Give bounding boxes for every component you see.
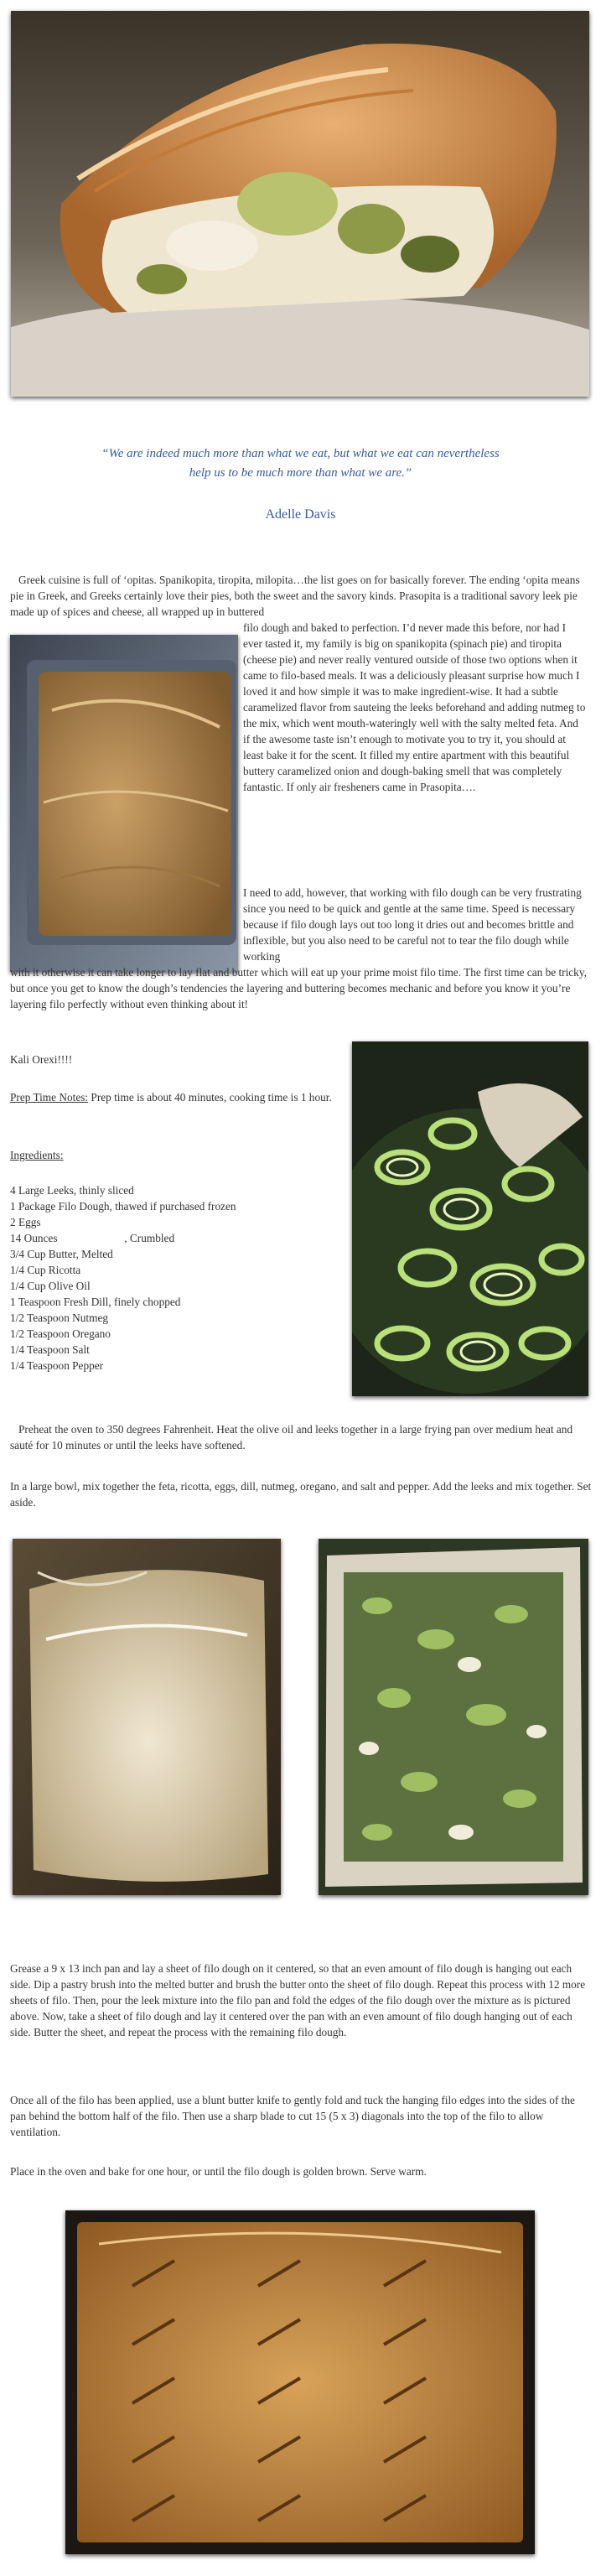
step-3: Grease a 9 x 13 inch pan and lay a sheet of filo dough on it centered, so that an even amount of filo dough is hanging out each side. Dip a pastry brush into the melted butter and brush the butter onto the sheet of filo dough. Repeat this process with 12 more sheets of filo. Then, pour the leek mixture into the filo pan and fold the edges of the filo dough over the mixture as is pictured above. Now, take a sheet of filo dough and lay it centered over the pan with an even amount of filo dough hanging out of each side. Butter the sheet, and repeat the process with the remaining filo dough. (10, 1962, 586, 2038)
filo-side-text: I need to add, however, that working with filo dough can be very frustrating since you need to be quick and gentle at the same time. Speed is necessary because if filo dough lays out too long it dries out and becomes brittle and inflexible, but you also need to be careful not to tear the filo dough while working (243, 886, 582, 963)
ingredients-heading: Ingredients: (10, 1149, 64, 1161)
list-item: 1/4 Teaspoon Salt (10, 1343, 90, 1356)
ingredients-list (10, 1182, 345, 1374)
epigraph-quote: “We are indeed much more than what we eat, but what we eat can nevertheless help us to be much more than what we are.” (101, 447, 500, 480)
filo-lined-pan-photo (13, 1539, 281, 1895)
leek-mixture-in-filo-photo (319, 1539, 588, 1895)
list-item: 1/4 Teaspoon Pepper (10, 1359, 104, 1372)
list-item: 1/2 Teaspoon Nutmeg (10, 1311, 109, 1324)
prep-time-notes (10, 1089, 341, 1105)
sauteed-leeks-photo (352, 1041, 588, 1396)
step-4: Once all of the filo has been applied, use a blunt butter knife to gently fold and tuck the hanging filo edges into the sides of the pan behind the bottom half of the filo. Then use a sharp blade to cut 15 (5 x 3) diagonals into the top of the filo to allow ventilation. (10, 2094, 575, 2138)
prep-time-text: Prep time is about 40 minutes, cooking time is 1 hour. (88, 1091, 332, 1104)
list-item: 4 Large Leeks, thinly sliced (10, 1184, 134, 1197)
intro-side-text: filo dough and baked to perfection. I’d never made this before, nor had I ever tasted it, my family is big on spanikopita (spinach pie) and tiropita (cheese pie) and never really ventured outside of those two options when it came to filo-based meals. It was a deliciously pleasant surprise how much I loved it and how simple it was to make ingredient-wise. It had a subtle caramelized flavor from sauteing the leeks beforehand and adding nutmeg to the mix, which went mouth-wateringly well with the salty melted feta. And if the awesome taste isn’t enough to motivate you to try it, you should at least bake it for the scent. It filled my entire apartment with this beautiful buttery caramelized onion and dough-baking smell that was completely fantastic. If only air fresheners came in Prasopita…. (243, 621, 586, 793)
quote-author: Adelle Davis (265, 507, 336, 522)
step-2: In a large bowl, mix together the feta, ricotta, eggs, dill, nutmeg, oregano, and salt and pepper. Add the leeks and mix together. Set aside. (10, 1480, 592, 1509)
step-5: Place in the oven and bake for one hour, or until the filo dough is golden brown. Serve warm. (10, 2165, 427, 2178)
list-item: 2 Eggs (10, 1216, 41, 1228)
prep-time-label: Prep Time Notes: (10, 1091, 89, 1104)
step-1: Preheat the oven to 350 degrees Fahrenheit. Heat the olive oil and leeks together in a large frying pan over medium heat and sauté for 10 minutes or until the leeks have softened. (10, 1423, 573, 1452)
list-item: 3/4 Cup Butter, Melted (10, 1248, 113, 1260)
kali-orexi: Kali Orexi!!!! (10, 1053, 73, 1066)
baked-pie-in-pan-photo (10, 635, 238, 972)
list-item: 1/4 Cup Ricotta (10, 1264, 81, 1276)
list-item: 1/2 Teaspoon Oregano (10, 1327, 111, 1340)
finished-pie-top-photo (65, 2210, 535, 2554)
filo-full-text: with it otherwise it can take longer to lay flat and butter which will eat up your prime moist filo time. The first time can be tricky, but once you get to know the dough’s tendencies the layering and buttering becomes mechanic and before you know it you’re layering filo perfectly without even thinking about it! (10, 966, 587, 1010)
leek-pie-slice-photo (11, 11, 589, 397)
list-item: 14 Ounces , Crumbled (10, 1232, 175, 1244)
list-item: 1 Teaspoon Fresh Dill, finely chopped (10, 1296, 181, 1308)
list-item: 1 Package Filo Dough, thawed if purchased frozen (10, 1200, 236, 1213)
intro-paragraph: Greek cuisine is full of ‘opitas. Spanikopita, tiropita, milopita…the list goes on for basically forever. The ending ‘opita means pie in Greek, and Greeks certainly love their pies, both the sweet and the savory kinds. Prasopita is a traditional savory leek pie made up of spices and cheese, all wrapped up in buttered (10, 574, 580, 618)
list-item: 1/4 Cup Olive Oil (10, 1280, 91, 1292)
